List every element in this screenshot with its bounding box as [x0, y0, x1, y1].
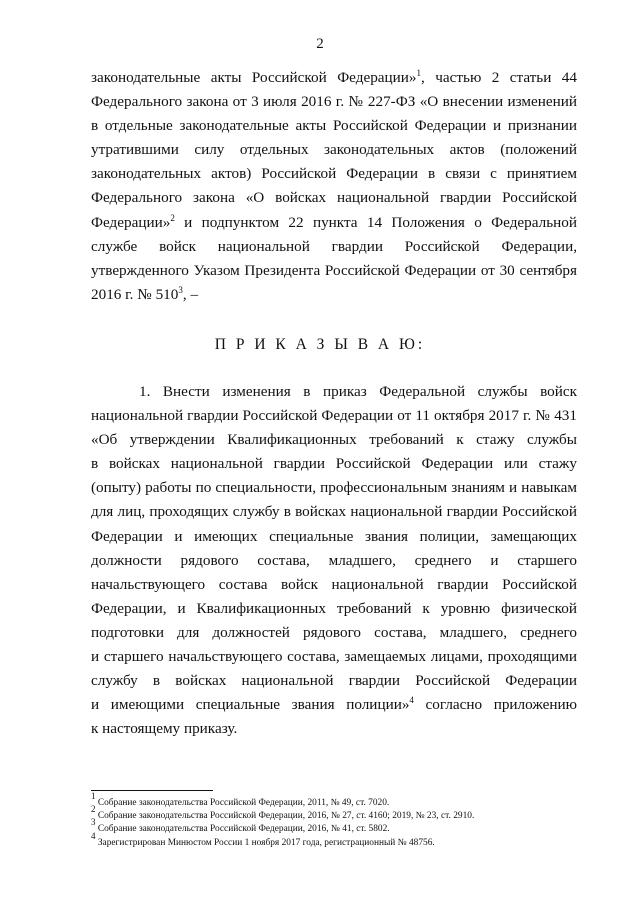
order-heading: П Р И К А З Ы В А Ю: [214, 336, 426, 353]
line-text: «Об утверждении Квалификационных требований к стажу службы [91, 431, 577, 449]
line-text: начальствующего состава войск национальной гвардии Российской [91, 575, 577, 593]
text-line [91, 693, 577, 717]
line-text: национальной гвардии Российской Федерации от 11 октября 2017 г. № 431 [91, 407, 577, 425]
line-text: согласно приложению [413, 696, 577, 714]
footnotes [91, 791, 577, 849]
intro-paragraph [91, 66, 577, 307]
text-line [91, 717, 577, 741]
text-line [91, 138, 577, 162]
text-line [91, 211, 577, 235]
line-text: Федерации, и Квалификационных требований к уровню физической [91, 599, 577, 617]
text-line [91, 500, 577, 524]
footnote-text: Собрание законодательства Российской Федерации, 2016, № 27, ст. 4160; 2019, № 23, ст. 2910. [95, 811, 475, 822]
text-line [91, 476, 577, 500]
text-line [91, 404, 577, 428]
footnote-item [91, 817, 577, 835]
line-text: Федерации и имеющих специальные звания полиции, замещающих [91, 527, 577, 545]
footnote-ref: 1 [416, 68, 422, 78]
text-line [91, 162, 577, 186]
line-text: 1. Внести изменения в приказ Федеральной службы войск [139, 383, 577, 400]
footnote-number: 2 [91, 804, 96, 815]
footnote-item [91, 804, 577, 822]
line-text: (опыту) работы по специальности, профессиональным знаниям и навыкам [91, 479, 577, 497]
line-text: 2016 г. № 510 [91, 285, 179, 303]
line-text: утвержденного Указом Президента Российской Федерации от 30 сентября [91, 261, 577, 279]
page-number: 2 [316, 36, 324, 52]
text-line [91, 66, 577, 90]
line-text: в отдельные законодательные акты Российской Федерации и признании [91, 117, 577, 135]
text-line [91, 452, 577, 476]
footnote-number: 4 [91, 830, 96, 841]
order-item-1 [91, 380, 577, 741]
line-text: Федерального закона «О войсках национальной гвардии Российской [91, 189, 577, 207]
line-text: Федерации» [91, 213, 171, 231]
line-text: и имеющими специальные звания полиции» [91, 696, 410, 714]
line-text: , – [182, 285, 199, 303]
text-line [91, 621, 577, 645]
line-text: законодательные акты Российской Федерации» [91, 69, 417, 86]
line-text: , частью 2 статьи 44 [421, 69, 577, 86]
footnote-ref: 3 [178, 284, 183, 295]
footnote-text: Зарегистрирован Минюстом России 1 ноября 2017 года, регистрационный № 48756. [95, 837, 435, 848]
text-line [91, 186, 577, 210]
text-line [91, 597, 577, 621]
text-line [91, 380, 577, 404]
text-line [91, 669, 577, 693]
line-text: в войсках национальной гвардии Российской Федерации или стажу [91, 455, 577, 473]
footnote-separator [91, 790, 213, 791]
line-text: и подпунктом 22 пункта 14 Положения о Федеральной [174, 213, 577, 231]
line-text: службу в войсках национальной гвардии Российской Федерации [91, 672, 577, 690]
footnote-item [91, 791, 577, 809]
text-line [91, 525, 577, 549]
line-text: Федерального закона от 3 июля 2016 г. № 227-ФЗ «О внесении изменений [91, 93, 577, 111]
footnote-ref: 2 [170, 212, 175, 223]
footnote-text: Собрание законодательства Российской Федерации, 2016, № 41, ст. 5802. [95, 824, 390, 835]
text-line [91, 645, 577, 669]
line-text: подготовки для должностей рядового состава, младшего, среднего [91, 623, 577, 641]
text-line [91, 428, 577, 452]
line-text: законодательных актов) Российской Федерации в связи с принятием [91, 165, 577, 183]
text-line [91, 259, 577, 283]
line-text: для лиц, проходящих службу в войсках национальной гвардии Российской [91, 503, 577, 521]
line-text: и старшего начальствующего состава, замещаемых лицами, проходящими [91, 648, 577, 666]
text-line [91, 549, 577, 573]
text-line [91, 235, 577, 259]
text-line [91, 114, 577, 138]
footnote-item [91, 830, 577, 849]
footnote-number: 3 [91, 817, 96, 828]
footnote-number: 1 [91, 791, 96, 801]
footnote-ref: 4 [409, 695, 414, 706]
text-line [91, 283, 577, 307]
footnote-text: Собрание законодательства Российской Федерации, 2011, № 49, ст. 7020. [95, 798, 390, 808]
text-line [91, 90, 577, 114]
text-line [91, 573, 577, 597]
line-text: службе войск национальной гвардии Российской Федерации, [91, 237, 577, 255]
line-text: утратившими силу отдельных законодательных актов (положений [91, 141, 577, 159]
line-text: должности рядового состава, младшего, среднего и старшего [91, 551, 577, 569]
line-text: к настоящему приказу. [91, 720, 238, 738]
